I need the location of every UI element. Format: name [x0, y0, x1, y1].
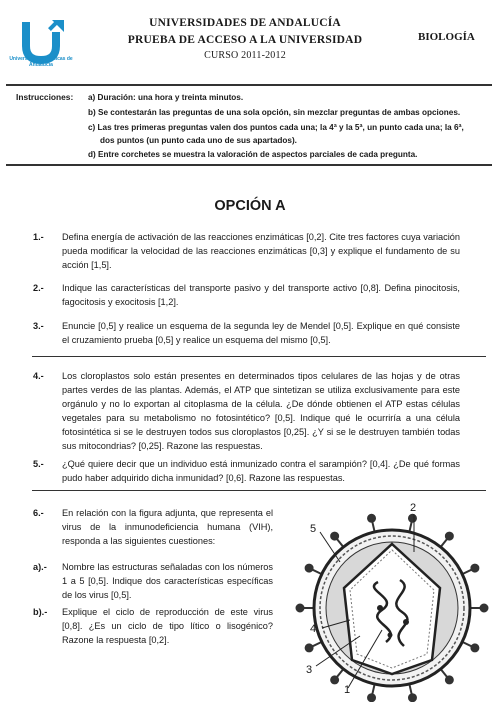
sub-question-label: b).- — [33, 607, 48, 617]
glycoprotein-knob — [445, 676, 453, 684]
glycoprotein-knob — [296, 604, 304, 612]
reverse-transcriptase — [403, 619, 409, 625]
option-title: OPCIÓN A — [214, 198, 286, 214]
glycoprotein-knob — [445, 532, 453, 540]
header-title: UNIVERSIDADES DE ANDALUCÍA — [149, 17, 341, 29]
question-text: Enuncie [0,5] y realice un esquema de la segunda ley de Mendel [0,5]. Explique en qué consiste el cruzamiento prueba [0,5] y realice un esquema del mismo [0,5]. — [62, 321, 460, 345]
glycoprotein-knob — [368, 514, 376, 522]
question-number: 6.- — [33, 508, 44, 518]
logo-caption: Universidades Públicas de Andalucía — [9, 56, 73, 68]
glycoprotein-knob — [408, 514, 416, 522]
glycoprotein-knob — [471, 644, 479, 652]
glycoprotein-knob — [368, 694, 376, 702]
subject-label: BIOLOGÍA — [418, 31, 475, 43]
glycoprotein-knob — [305, 644, 313, 652]
glycoprotein-knob — [305, 564, 313, 572]
glycoprotein-knob — [480, 604, 488, 612]
instruction-item: d) Entre corchetes se muestra la valoración de aspectos parciales de cada pregunta. — [88, 150, 418, 159]
figure-label: 4 — [310, 623, 317, 635]
glycoprotein-knob — [331, 532, 339, 540]
figure-label: 3 — [306, 664, 313, 676]
instructions-label: Instrucciones: — [16, 92, 74, 102]
question-number: 1.- — [33, 232, 44, 242]
question-text: ¿Qué quiere decir que un individuo está inmunizado contra el sarampión? [0,4]. ¿De qué formas pudo haber adquirido dicha inmunidad? [0,6]. Razone las respuestas. — [62, 459, 460, 483]
question-number: 2.- — [33, 283, 44, 293]
figure-label: 5 — [310, 523, 317, 535]
figure-label: 2 — [410, 502, 417, 514]
reverse-transcriptase — [377, 605, 383, 611]
sub-question-text: Explique el ciclo de reproducción de este virus [0,8]. ¿Es un ciclo de tipo lítico o lisogénico? Razone la respuesta [0,2]. — [62, 607, 273, 645]
question-number: 5.- — [33, 459, 44, 469]
question-text: Los cloroplastos solo están presentes en determinados tipos celulares de las hojas y de otras partes verdes de las plantas. Además, el ATP que sintetizan se utiliza exclusivamente para este orgánulo y no lo exportan al citoplasma de la célula. ¿De dónde obtienen el ATP estas células vegetales para su metabolismo no fotosintético? [0,5]. Indique qué le ocurriría a una célula fotosintética si se le destruyen todos sus cloroplastos [0,25]. ¿Y si se le destruyen también todas sus mitocondrias? [0,25]. Razone las respuestas. — [62, 371, 460, 451]
header-subtitle: PRUEBA DE ACCESO A LA UNIVERSIDAD — [127, 34, 363, 46]
sub-question-text: Nombre las estructuras señaladas con los números 1 a 5 [0,5]. Indique dos características específicas de los virus [0,5]. — [62, 562, 273, 600]
question-number: 3.- — [33, 321, 44, 331]
instruction-item: a) Duración: una hora y treinta minutos. — [88, 93, 244, 102]
glycoprotein-knob — [471, 564, 479, 572]
glycoprotein-knob — [331, 676, 339, 684]
section-divider — [32, 356, 486, 357]
figure-label: 1 — [344, 684, 351, 696]
question-number: 4.- — [33, 371, 44, 381]
question-text: En relación con la figura adjunta, que representa el virus de la inmunodeficiencia humana (VIH), responda a las siguientes cuestiones: — [62, 508, 273, 546]
instruction-item: dos puntos (un punto cada uno de sus apartados). — [100, 136, 297, 145]
sub-question-label: a).- — [33, 562, 47, 572]
glycoprotein-knob — [408, 694, 416, 702]
course-label: CURSO 2011-2012 — [204, 50, 286, 61]
instruction-item: c) Las tres primeras preguntas valen dos puntos cada una; la 4ª y la 5ª, un punto cada una; la 6ª, — [88, 123, 464, 132]
instruction-item: b) Se contestarán las preguntas de una sola opción, sin mezclar preguntas de ambas opciones. — [88, 108, 461, 117]
question-text: Indique las características del transporte pasivo y del transporte activo [0,8]. Defina pinocitosis, fagocitosis y exocitosis [1,2]. — [62, 283, 460, 307]
hiv-virus-figure — [282, 490, 496, 702]
question-text: Defina energía de activación de las reacciones enzimáticas [0,2]. Cite tres factores cuya variación pueda modificar la velocidad de las reacciones enzimáticas [0,3] y explique el fundamento de su acción [1,5]. — [62, 232, 460, 270]
